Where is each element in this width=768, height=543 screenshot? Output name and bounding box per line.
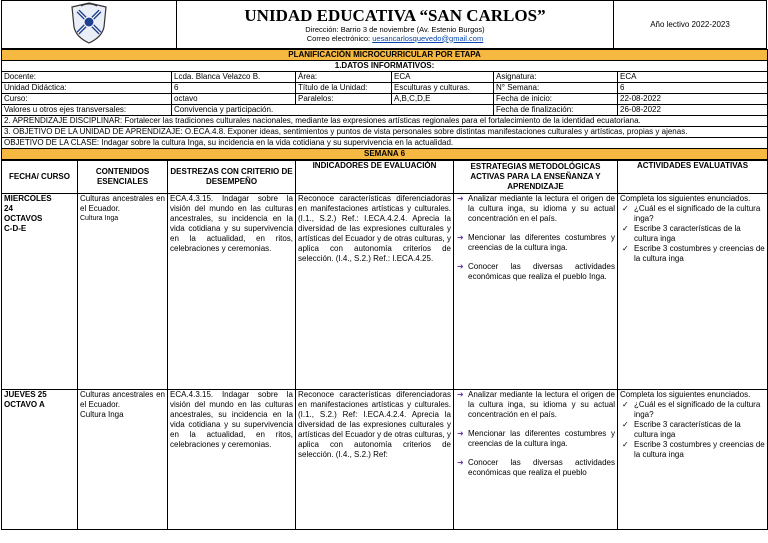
info-table xyxy=(1,49,768,160)
paralelos-value: A,B,C,D,E xyxy=(392,94,494,105)
checkmark-icon: ✓ xyxy=(622,420,629,429)
actividad-intro: Completa los siguientes enunciados. xyxy=(620,194,751,203)
list-item: ➜ Mencionar las diferentes costumbres y creencias de la cultura inga. xyxy=(457,233,615,252)
date-line: JUEVES 25 xyxy=(4,390,47,399)
actividades-cell xyxy=(618,390,768,530)
header-estrategias: ESTRATEGIAS METODOLÓGICAS ACTIVAS PARA LA ENSEÑANZA Y APRENDIZAJE xyxy=(454,161,618,194)
contenido-text: Culturas ancestrales en el Ecuador. xyxy=(80,194,165,213)
contenido-sub: Cultura Inga xyxy=(80,215,119,222)
list-item: ✓ Escribe 3 características de la cultura inga xyxy=(622,420,741,439)
objetivo-clase: OBJETIVO DE LA CLASE: Indagar sobre la cultura Inga, su incidencia en la vida cotidiana y su supervivencia en la actualidad. xyxy=(2,138,768,149)
header-actividades: ACTIVIDADES EVALUATIVAS xyxy=(618,161,768,194)
list-item: ➜ Analizar mediante la lectura el origen de la cultura inga, su idioma y su actual concentración en el país. xyxy=(457,390,615,419)
semana-title: SEMANA 6 xyxy=(2,149,768,160)
destreza-cell: ECA.4.3.15. Indagar sobre la visión del mundo en las culturas ancestrales, su incidencia en la vida cotidiana y su supervivencia en la actualidad, en ritos, celebraciones y ceremonias. xyxy=(168,194,296,390)
inicio-label: Fecha de inicio: xyxy=(494,94,618,105)
aprendizaje-disciplinar: 2. APRENDIZAJE DISCIPLINAR: Fortalecer las tradiciones culturales nacionales, mediante las expresiones artísticas regionales para el fortalecimiento de la identidad ecuatoriana. xyxy=(2,116,768,127)
header-fecha: FECHA/ CURSO xyxy=(2,161,78,194)
school-crest-icon xyxy=(66,1,112,45)
checkmark-icon: ✓ xyxy=(622,244,629,253)
plan-title: PLANIFICACIÓN MICROCURRICULAR POR ETAPA xyxy=(2,50,768,61)
list-item: ➜ Conocer las diversas actividades económicas que realiza el pueblo Inga. xyxy=(457,262,615,281)
valores-label: Valores u otros ejes transversales: xyxy=(2,105,172,116)
header-destrezas: DESTREZAS CON CRITERIO DE DESEMPEÑO xyxy=(168,161,296,194)
email-link[interactable]: uesancarlosquevedo@gmail.com xyxy=(372,33,484,43)
arrow-bullet-icon: ➜ xyxy=(457,458,464,467)
unidad-value: 6 xyxy=(172,83,296,94)
date-line: MIERCOLES xyxy=(4,194,52,203)
document-header xyxy=(1,0,767,49)
curso-label: Curso: xyxy=(2,94,172,105)
list-item: ➜ Mencionar las diferentes costumbres y creencias de la cultura inga. xyxy=(457,429,615,448)
estrategias-cell xyxy=(454,194,618,390)
checkmark-icon: ✓ xyxy=(622,400,629,409)
valores-value: Convivencia y participación. xyxy=(172,105,494,116)
objetivo-unidad: 3. OBJETIVO DE LA UNIDAD DE APRENDIZAJE: O.ECA.4.8. Exponer ideas, sentimientos y puntos de vista personales sobre distintas manifestaciones culturales y artísticas, propias y ajenas. xyxy=(2,127,768,138)
arrow-bullet-icon: ➜ xyxy=(457,262,464,271)
fin-value: 26-08-2022 xyxy=(618,105,768,116)
inicio-value: 22-08-2022 xyxy=(618,94,768,105)
contenido-cell xyxy=(78,390,168,530)
actividades-cell xyxy=(618,194,768,390)
indicador-cell: Reconoce características diferenciadoras en manifestaciones artísticas y culturales. (I.1., S.2.) Ref.: I.ECA.4.2.4. Aprecia la diversidad de las expresiones culturales y artísticas del Ecuador y de otras culturas, y aplica con autonomía criterios de selección. (I.4., S.2.) Ref.: I.ECA.4.25. xyxy=(296,194,454,390)
list-item: ➜ Analizar mediante la lectura el origen de la cultura inga, su idioma y su actual concentración en el país. xyxy=(457,194,615,223)
contenido-cell xyxy=(78,194,168,390)
titulo-label: Título de la Unidad: xyxy=(296,83,392,94)
area-value: ECA xyxy=(392,72,494,83)
unidad-label: Unidad Didáctica: xyxy=(2,83,172,94)
school-address: Dirección: Barrio 3 de noviembre (Av. Estenio Burgos) xyxy=(305,24,485,34)
list-item: ✓ ¿Cuál es el significado de la cultura inga? xyxy=(622,400,761,419)
checkmark-icon: ✓ xyxy=(622,440,629,449)
school-title: UNIDAD EDUCATIVA “SAN CARLOS” xyxy=(244,5,546,25)
planning-document xyxy=(1,0,767,530)
list-item: ➜ Conocer las diversas actividades económicas que realiza el pueblo xyxy=(457,458,615,477)
arrow-bullet-icon: ➜ xyxy=(457,429,464,438)
table-row xyxy=(2,194,768,390)
arrow-bullet-icon: ➜ xyxy=(457,233,464,242)
curso-value: octavo xyxy=(172,94,296,105)
titulo-value: Esculturas y culturas. xyxy=(392,83,494,94)
date-line: OCTAVO A xyxy=(4,400,45,409)
asignatura-value: ECA xyxy=(618,72,768,83)
contenido-text: Culturas ancestrales en el Ecuador. xyxy=(80,390,165,409)
paralelos-label: Paralelos: xyxy=(296,94,392,105)
header-indicadores: INDICADORES DE EVALUACIÓN xyxy=(296,161,454,194)
list-item: ✓ Escribe 3 características de la cultura inga xyxy=(622,224,741,243)
list-item: ✓ Escribe 3 costumbres y creencias de la cultura inga xyxy=(622,244,765,263)
arrow-bullet-icon: ➜ xyxy=(457,194,464,203)
checkmark-icon: ✓ xyxy=(622,204,629,213)
school-year: Año lectivo 2022-2023 xyxy=(614,1,767,49)
date-line: C-D-E xyxy=(4,224,27,233)
date-line: OCTAVOS xyxy=(4,214,43,223)
arrow-bullet-icon: ➜ xyxy=(457,390,464,399)
checkmark-icon: ✓ xyxy=(622,224,629,233)
docente-label: Docente: xyxy=(2,72,172,83)
header-title-cell xyxy=(177,1,614,49)
table-row xyxy=(2,390,768,530)
date-cell xyxy=(2,194,78,390)
destreza-cell: ECA.4.3.15. Indagar sobre la visión del mundo en las culturas ancestrales, su incidencia en la vida cotidiana y su supervivencia en la actualidad, en ritos, celebraciones y ceremonias. xyxy=(168,390,296,530)
area-label: Área: xyxy=(296,72,392,83)
planning-grid xyxy=(1,160,768,530)
docente-value: Lcda. Blanca Velazco B. xyxy=(172,72,296,83)
asignatura-label: Asignatura: xyxy=(494,72,618,83)
email-label: Correo electrónico: xyxy=(306,33,371,43)
semana-label: N° Semana: xyxy=(494,83,618,94)
list-item: ✓ ¿Cuál es el significado de la cultura inga? xyxy=(622,204,761,223)
estrategias-cell xyxy=(454,390,618,530)
date-cell xyxy=(2,390,78,530)
indicador-cell: Reconoce características diferenciadoras en manifestaciones artísticas y culturales. (I.1., S.2.) Ref: I.ECA.4.2.4. Aprecia la diversidad de las expresiones culturales y artísticas del Ecuador y de otras culturas, y aplica con autonomía criterios de selección. (I.4., S.2.) Ref: xyxy=(296,390,454,530)
actividad-intro: Completa los siguientes enunciados. xyxy=(620,390,751,399)
semana-value: 6 xyxy=(618,83,768,94)
header-contenidos: CONTENIDOS ESENCIALES xyxy=(78,161,168,194)
list-item: ✓ Escribe 3 costumbres y creencias de la cultura inga xyxy=(622,440,765,459)
contenido-sub: Cultura Inga xyxy=(80,410,124,419)
logo-cell xyxy=(2,1,177,49)
date-line: 24 xyxy=(4,204,13,213)
section-title-1: 1.DATOS INFORMATIVOS: xyxy=(2,61,768,72)
fin-label: Fecha de finalización: xyxy=(494,105,618,116)
